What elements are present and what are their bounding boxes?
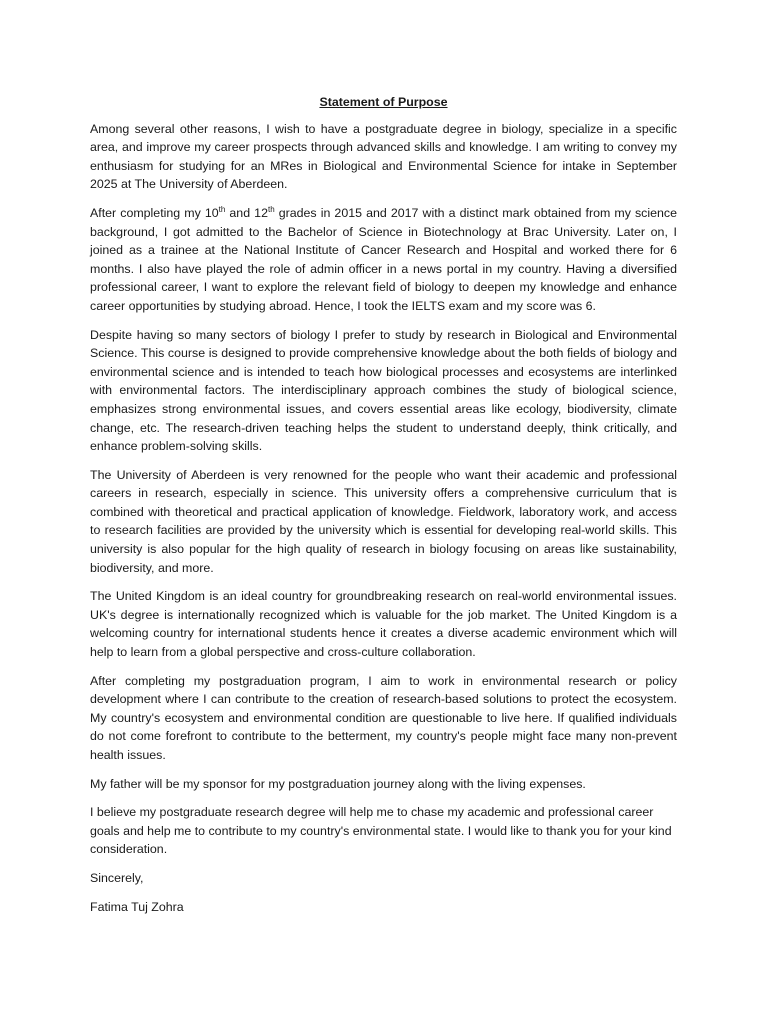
paragraph-background-part2: and 12: [225, 205, 268, 220]
paragraph-country: The United Kingdom is an ideal country for groundbreaking research on real-world environmental issues. UK's degree is internationally recognized which is valuable for the job market. The United Kingdom is a welcoming country for international students hence it creates a diverse academic environment which will help to learn from a global perspective and cross-culture collaboration.: [90, 589, 677, 660]
paragraph-background-part3: grades in 2015 and 2017 with a distinct mark obtained from my science background, I got admitted to the Bachelor of Science in Biotechnology at Brac University. Later on, I joined as a trainee at the National Institute of Cancer Research and Hospital and worked there for 6 months. I also have played the role of admin officer in a news portal in my country. Having a diversified professional career, I want to explore the relevant field of biology to deepen my knowledge and enhance career opportunities by studying abroad. Hence, I took the IELTS exam and my score was 6.: [90, 205, 677, 313]
paragraph-sponsor: My father will be my sponsor for my postgraduation journey along with the living expenses.: [90, 776, 586, 791]
superscript-th: th: [267, 204, 275, 214]
paragraph-course: Despite having so many sectors of biology I prefer to study by research in Biological and Environmental Science. This course is designed to provide comprehensive knowledge about the both fields of biology and environmental science and is intended to teach how biological processes and ecosystems are interlinked with environmental factors. The interdisciplinary approach combines the study of biological science, emphasizes strong environmental issues, and covers essential areas like ecology, biodiversity, climate change, etc. The research-driven teaching helps the student to understand deeply, think critically, and enhance problem-solving skills.: [90, 327, 677, 454]
paragraph-goals: After completing my postgraduation program, I aim to work in environmental research or policy development where I can contribute to the creation of research-based solutions to protect the ecosystem. My country's ecosystem and environmental condition are questionable to live here. If qualified individuals do not come forefront to contribute to the betterment, my country's people might face many non-prevent health issues.: [90, 673, 677, 762]
paragraph-intro: Among several other reasons, I wish to have a postgraduate degree in biology, specialize in a specific area, and improve my career prospects through advanced skills and knowledge. I am writing to convey my enthusiasm for studying for an MRes in Biological and Environmental Science for intake in September 2025 at The University of Aberdeen.: [90, 121, 677, 192]
paragraph-background: [90, 204, 677, 316]
superscript-th: th: [218, 204, 226, 214]
document-title: Statement of Purpose: [319, 95, 448, 109]
paragraph-conclusion: I believe my postgraduate research degree will help me to chase my academic and professional career goals and help me to contribute to my country's environmental state. I would like to thank you for your kind consideration.: [90, 805, 672, 857]
closing-salutation: Sincerely,: [90, 870, 144, 885]
paragraph-background-part1: After completing my 10: [90, 205, 219, 220]
paragraph-university: The University of Aberdeen is very renowned for the people who want their academic and professional careers in research, especially in science. This university offers a comprehensive curriculum that is combined with theoretical and practical application of knowledge. Fieldwork, laboratory work, and access to research facilities are provided by the university which is essential for developing real-world skills. This university is also popular for the high quality of research in biology focusing on areas like sustainability, biodiversity, and more.: [90, 467, 677, 575]
document-page: [90, 93, 677, 926]
signature-name: Fatima Tuj Zohra: [90, 899, 184, 914]
